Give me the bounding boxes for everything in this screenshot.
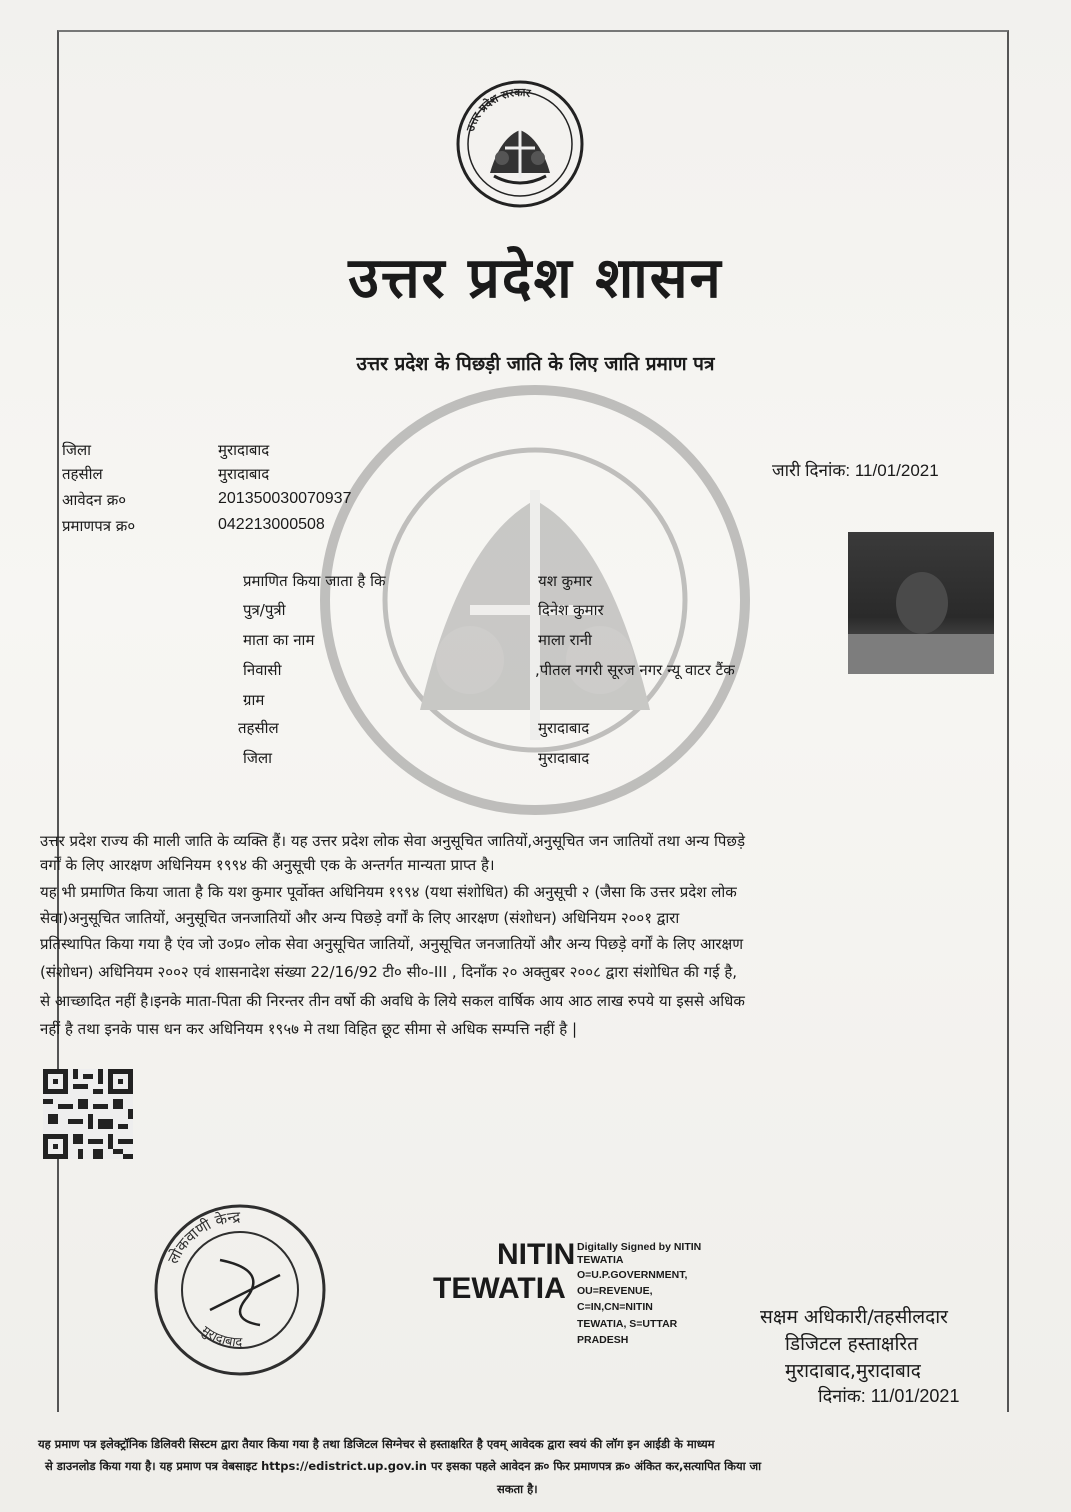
issue-date: जारी दिनांक: 11/01/2021 — [772, 461, 939, 480]
certified-label: प्रमाणित किया जाता है कि — [243, 572, 386, 590]
authority-designation: सक्षम अधिकारी/तहसीलदार — [760, 1306, 948, 1328]
watermark-emblem — [300, 380, 770, 820]
digital-signature-line: PRADESH — [577, 1334, 629, 1346]
resident-address: ,पीतल नगरी सूरज नगर न्यू वाटर टैंक — [535, 661, 735, 679]
emblem-text: उत्तर प्रदेश सरकार — [463, 85, 532, 134]
details-tehsil-label: तहसील — [238, 719, 279, 737]
child-of-label: पुत्र/पुत्री — [243, 601, 286, 619]
digital-signature-line: TEWATIA, S=UTTAR — [577, 1318, 678, 1330]
svg-text:उत्तर प्रदेश सरकार — [464, 86, 532, 134]
footer-note-line: सकता है। — [497, 1482, 538, 1496]
authority-digital-signed: डिजिटल हस्ताक्षरित — [785, 1333, 918, 1355]
footer-note-line: यह प्रमाण पत्र इलेक्ट्रॉनिक डिलिवरी सिस्टम द्वारा तैयार किया गया है तथा डिजिटल सिग्नेचर से हस्ताक्षरित है एवम् आवेदक द्वारा स्वयं की लॉग इन आईडी के माध्यम — [38, 1437, 715, 1451]
tehsil-label: तहसील — [62, 465, 103, 483]
digital-signature-line: O=U.P.GOVERNMENT, — [577, 1269, 688, 1281]
body-line: से आच्छादित नहीं है।इनके माता-पिता की निरन्तर तीन वर्षो की अवधि के लिये सकल वार्षिक आय आठ लाख रुपये या इससे अधिक — [40, 992, 745, 1010]
digital-signature-line: C=IN,CN=NITIN — [577, 1301, 653, 1313]
authority-location: मुरादाबाद,मुरादाबाद — [785, 1360, 921, 1382]
svg-text:मुरादाबाद — [198, 1324, 243, 1351]
body-line: यह भी प्रमाणित किया जाता है कि यश कुमार पूर्वोक्त अधिनियम १९९४ (यथा संशोधित) की अनुसूची २ (जैसा कि उत्तर प्रदेश लोक — [40, 883, 737, 901]
certificate-subtitle: उत्तर प्रदेश के पिछड़ी जाति के लिए जाति प्रमाण पत्र — [356, 353, 715, 375]
resident-label: निवासी — [243, 661, 282, 679]
details-district-value: मुरादाबाद — [538, 749, 590, 767]
details-district-label: जिला — [243, 749, 273, 767]
authority-date: दिनांक: 11/01/2021 — [818, 1386, 960, 1406]
certificate-label: प्रमाणपत्र क्र० — [62, 517, 136, 535]
body-line: नहीं है तथा इनके पास धन कर अधिनियम १९५७ मे तथा विहित छूट सीमा से अधिक सम्पत्ति नहीं है | — [40, 1020, 578, 1038]
seal-top-text: लोकवाणी केन्द्र — [164, 1207, 241, 1267]
body-line: वर्गों के लिए आरक्षण अधिनियम १९९४ की अनुसूची एक के अन्तर्गत मान्यता प्राप्त है। — [40, 856, 495, 874]
father-name: दिनेश कुमार — [538, 601, 604, 619]
tehsil-value: मुरादाबाद — [218, 465, 270, 483]
office-seal — [150, 1200, 330, 1380]
body-line: प्रतिस्थापित किया गया है एंव जो उ०प्र० लोक सेवा अनुसूचित जातियों, अनुसूचित जनजातियों और अन्य पिछड़े वर्गों के लिए आरक्षण — [40, 935, 744, 953]
page-title: उत्तर प्रदेश शासन — [348, 245, 723, 311]
mother-label: माता का नाम — [243, 631, 315, 649]
applicant-photo — [848, 532, 994, 674]
applicant-name: यश कुमार — [538, 572, 593, 590]
digital-signature-line: Digitally Signed by NITIN — [577, 1241, 702, 1253]
body-line: सेवा)अनुसूचित जातियों, अनुसूचित जनजातियों और अन्य पिछड़े वर्गों के लिए आरक्षण (संशोधन) अधिनियम २००१ द्वारा — [40, 909, 680, 927]
body-line: उत्तर प्रदेश राज्य की माली जाति के व्यक्ति हैं। यह उत्तर प्रदेश लोक सेवा अनुसूचित जातियों,अनुसूचित जन जातियों तथा अन्य पिछड़े — [40, 832, 745, 850]
signer-name-last: TEWATIA — [433, 1272, 566, 1305]
mother-name: माला रानी — [538, 631, 592, 649]
certificate-number: 042213000508 — [218, 516, 325, 533]
district-label: जिला — [62, 441, 92, 459]
digital-signature-line: OU=REVENUE, — [577, 1285, 653, 1297]
body-line: (संशोधन) अधिनियम २००२ एवं शासनादेश संख्या 22/16/92 टी० सी०-III , दिनाँक २० अक्तुबर २००८ द्वारा संशोधित की गई है, — [40, 963, 738, 981]
village-label: ग्राम — [243, 691, 265, 709]
district-value: मुरादाबाद — [218, 441, 270, 459]
up-government-emblem — [450, 78, 590, 208]
footer-note-line: से डाउनलोड किया गया है। यह प्रमाण पत्र वेबसाइट https://edistrict.up.gov.in पर इसका पहले आवेदन क्र० फिर प्रमाणपत्र क्र० अंकित कर,सत्यापित किया जा — [45, 1459, 762, 1473]
seal-bottom-text: मुरादाबाद — [198, 1323, 243, 1351]
digital-signature-line: TEWATIA — [577, 1254, 624, 1266]
application-number: 201350030070937 — [218, 490, 352, 507]
qr-code[interactable] — [43, 1068, 133, 1160]
details-tehsil-value: मुरादाबाद — [538, 719, 590, 737]
signer-name-first: NITIN — [497, 1238, 576, 1271]
application-label: आवेदन क्र० — [62, 491, 127, 509]
